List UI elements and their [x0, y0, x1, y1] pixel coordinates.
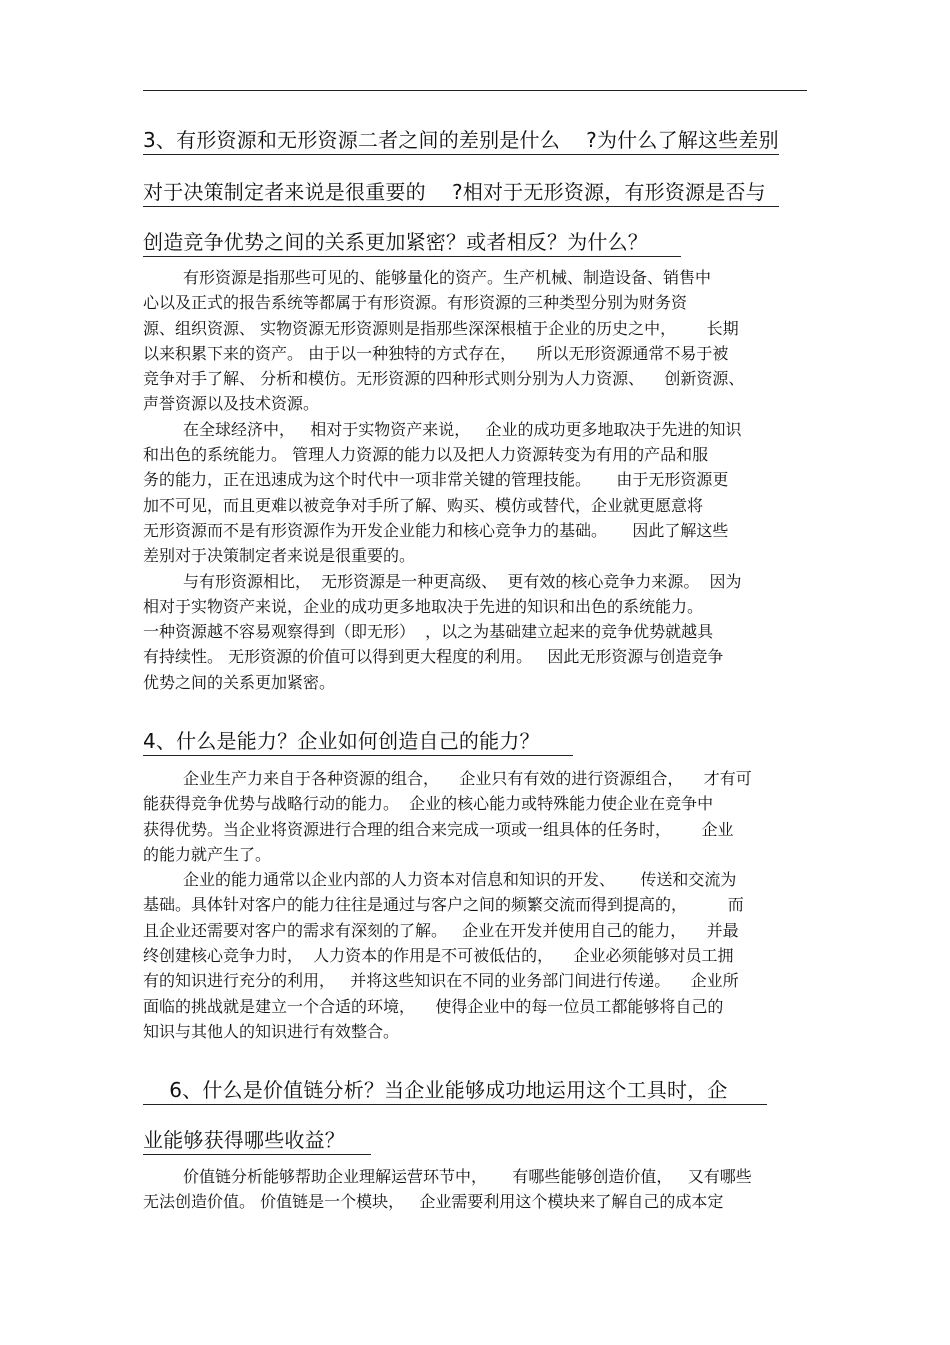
text-line: 有形资源是指那些可见的、能够量化的资产。生产机械、制造设备、销售中 — [183, 268, 712, 287]
text-line: 有的知识进行充分的利用， 并将这些知识在不同的业务部门间进行传递。 企业所 — [143, 971, 739, 991]
text-line: 获得优势。当企业将资源进行合理的组合来完成一项或一组具体的任务时， 企业 — [143, 819, 734, 839]
question-3-line-2: 对于决策制定者来说是很重要的 ?相对于无形资源，有形资源是否与 — [143, 180, 779, 207]
text-line: 基础。具体针对客户的能力往往是通过与客户之间的频繁交流而得到提高的， 而 — [143, 895, 744, 915]
text-line: 以来积累下来的资产。 由于以一种独特的方式存在， 所以无形资源通常不易于被 — [143, 343, 729, 363]
text-line: 与有形资源相比， 无形资源是一种更高级、 更有效的核心竞争力来源。 因为 — [183, 571, 742, 591]
text-line: 源、组织资源、 实物资源无形资源则是指那些深深根植于企业的历史之中， 长期 — [143, 318, 739, 338]
text-line: 一种资源越不容易观察得到（即无形） ，以之为基础建立起来的竞争优势就越具 — [143, 622, 714, 642]
text-line: 无法创造价值。 价值链是一个模块， 企业需要利用这个模块来了解自己的成本定 — [143, 1192, 724, 1212]
text-line: 终创建核心竞争力时， 人力资本的作用是不可被低估的， 企业必须能够对员工拥 — [143, 946, 734, 966]
text-line: 企业的能力通常以企业内部的人力资本对信息和知识的开发、 传送和交流为 — [183, 870, 737, 890]
text-line: 在全球经济中， 相对于实物资产来说， 企业的成功更多地取决于先进的知识 — [183, 419, 742, 439]
text-line: 企业生产力来自于各种资源的组合， 企业只有有效的进行资源组合， 才有可 — [183, 769, 752, 788]
text-line: 无形资源而不是有形资源作为开发企业能力和核心竞争力的基础。 因此了解这些 — [143, 520, 729, 540]
text-line: 心以及正式的报告系统等都属于有形资源。有形资源的三种类型分别为财务资 — [143, 293, 688, 313]
answer-3-paragraph — [143, 265, 744, 695]
text-line: 知识与其他人的知识进行有效整合。 — [143, 1021, 400, 1041]
text-line: 有持续性。 无形资源的价值可以得到更大程度的利用。 因此无形资源与创造竞争 — [143, 647, 724, 667]
text-line: 优势之间的关系更加紧密。 — [143, 672, 336, 692]
text-line: 的能力就产生了。 — [143, 844, 272, 864]
question-3-line-1: 3、有形资源和无形资源二者之间的差别是什么 ?为什么了解这些差别 — [143, 128, 779, 155]
text-line: 加不可见，而且更难以被竞争对手所了解、购买、模仿或替代，企业就更愿意将 — [143, 495, 704, 515]
text-line: 相对于实物资产来说，企业的成功更多地取决于先进的知识和出色的系统能力。 — [143, 596, 704, 616]
question-6-line-1: 6、什么是价值链分析？当企业能够成功地运用这个工具时，企 — [143, 1078, 767, 1105]
header-rule — [143, 90, 807, 91]
question-3-line-3: 创造竞争优势之间的关系更加紧密？或者相反？为什么？ — [143, 230, 681, 257]
text-line: 面临的挑战就是建立一个合适的环境， 使得企业中的每一位员工都能够将自己的 — [143, 996, 724, 1016]
text-line: 能获得竞争优势与战略行动的能力。 企业的核心能力或特殊能力使企业在竞争中 — [143, 794, 714, 814]
answer-4-paragraph — [143, 766, 752, 1044]
text-line: 竞争对手了解、 分析和模仿。无形资源的四种形式则分别为人力资源、 创新资源、 — [143, 369, 745, 389]
text-line: 价值链分析能够帮助企业理解运营环节中， 有哪些能够创造价值， 又有哪些 — [183, 1167, 752, 1186]
text-line: 务的能力，正在迅速成为这个时代中一项非常关键的管理技能。 由于无形资源更 — [143, 470, 729, 490]
text-line: 声誉资源以及技术资源。 — [143, 394, 320, 414]
text-line: 差别对于决策制定者来说是很重要的。 — [143, 546, 416, 566]
question-6-line-2: 业能够获得哪些收益？ — [143, 1128, 371, 1155]
question-4-line-1: 4、什么是能力？企业如何创造自己的能力？ — [143, 729, 573, 756]
text-line: 且企业还需要对客户的需求有深刻的了解。 企业在开发并使用自己的能力， 并最 — [143, 920, 739, 940]
answer-6-paragraph — [143, 1164, 752, 1215]
text-line: 和出色的系统能力。 管理人力资源的能力以及把人力资源转变为有用的产品和服 — [143, 445, 709, 465]
